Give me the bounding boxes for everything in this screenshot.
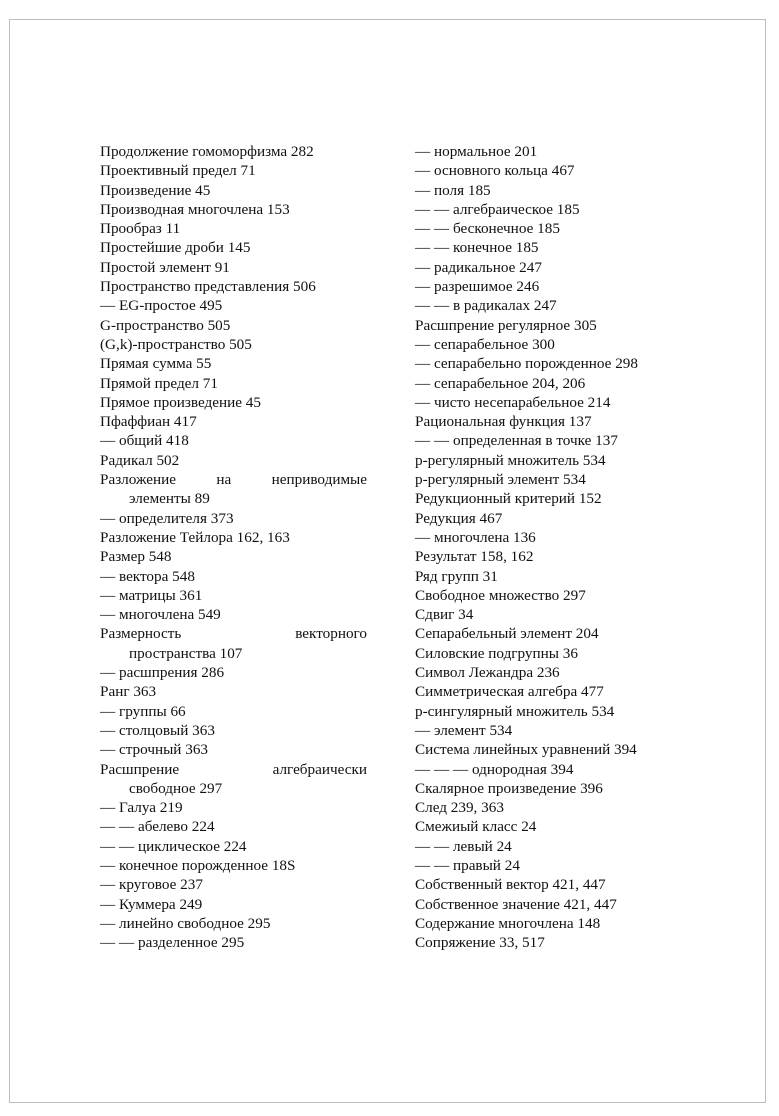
index-entry: Символ Лежандра 236 xyxy=(415,664,560,682)
index-entry: Продолжение гомоморфизма 282 xyxy=(100,143,314,160)
index-entry: — группы 66 xyxy=(100,702,186,720)
index-entry: Производная многочлена 153 xyxy=(100,200,290,218)
index-entry: — нормальное 201 xyxy=(415,143,538,160)
index-entry: — сепарабельное 300 xyxy=(415,335,555,353)
index-entry: — сепарабельно порожденное 298 xyxy=(415,355,638,373)
index-entry: — — — однородная 394 xyxy=(415,760,574,778)
index-entry: — поля 185 xyxy=(415,181,491,199)
index-entry-continuation: пространства 107 xyxy=(129,644,243,662)
index-entry: Размер 548 xyxy=(100,548,172,566)
index-entry: Собственное значение 421, 447 xyxy=(415,895,617,913)
index-entry: Сдвиг 34 xyxy=(415,606,474,624)
index-entry: — вектора 548 xyxy=(100,567,195,585)
index-entry: Прямое произведение 45 xyxy=(100,393,261,411)
index-entry: Редукционный критерий 152 xyxy=(415,490,602,508)
index-entry: G-пространство 505 xyxy=(100,316,231,334)
index-entry: Пространство представления 506 xyxy=(100,278,316,296)
index-entry: Прямой предел 71 xyxy=(100,374,218,392)
index-entry: — — алгебраическое 185 xyxy=(415,200,580,218)
index-entry: — линейно свободное 295 xyxy=(100,914,271,932)
index-entry: Сепарабельный элемент 204 xyxy=(415,625,599,643)
index-entry: Пфаффиан 417 xyxy=(100,413,197,431)
index-entry: Произведение 45 xyxy=(100,181,211,199)
index-column-right xyxy=(415,142,705,952)
index-entry: Разложение Тейлора 162, 163 xyxy=(100,528,290,546)
index-entry: — сепарабельное 204, 206 xyxy=(415,374,586,392)
index-entry: — чисто несепарабельное 214 xyxy=(415,393,611,411)
index-entry: — EG-простое 495 xyxy=(100,297,223,315)
index-entry: Скалярное произведение 396 xyxy=(415,779,603,797)
index-entry: — конечное порожденное 18S xyxy=(100,856,296,874)
index-entry-continuation: элементы 89 xyxy=(129,490,210,508)
index-entry: — круговое 237 xyxy=(100,876,203,894)
index-entry: — — абелево 224 xyxy=(100,818,215,836)
index-entry-continuation: свободное 297 xyxy=(129,779,223,797)
index-entry: — — разделенное 295 xyxy=(100,934,245,952)
index-entry: — — правый 24 xyxy=(415,856,520,874)
index-entry: (G,k)-пространство 505 xyxy=(100,335,252,353)
index-entry: Расшпрение алгебраически xyxy=(100,760,367,778)
index-entry: Проективный предел 71 xyxy=(100,162,256,180)
index-entry: — — определенная в точке 137 xyxy=(415,432,618,450)
index-entry: — разрешимое 246 xyxy=(415,278,540,296)
index-entry: Система линейных уравнений 394 xyxy=(415,741,637,759)
index-entry: p-сингулярный множитель 534 xyxy=(415,702,615,720)
index-entry: Результат 158, 162 xyxy=(415,548,534,566)
index-entry: Симметрическая алгебра 477 xyxy=(415,683,604,701)
index-entry: Силовские подгрупны 36 xyxy=(415,644,578,662)
index-entry: — столцовый 363 xyxy=(100,721,215,739)
index-entry: p-регулярный множитель 534 xyxy=(415,451,606,469)
index-entry: — Куммера 249 xyxy=(100,895,203,913)
index-entry: — расшпрения 286 xyxy=(100,664,225,682)
index-entry: — — конечное 185 xyxy=(415,239,539,257)
index-entry: Содержание многочлена 148 xyxy=(415,914,601,932)
index-entry: Сопряжение 33, 517 xyxy=(415,934,545,952)
index-entry: Свободное множество 297 xyxy=(415,586,586,604)
index-entry: Редукция 467 xyxy=(415,509,503,527)
index-entry: — общий 418 xyxy=(100,432,189,450)
index-entry: — строчный 363 xyxy=(100,741,209,759)
index-entry: Прямая сумма 55 xyxy=(100,355,212,373)
index-entry: Собственный вектор 421, 447 xyxy=(415,876,606,894)
page-sheet xyxy=(9,19,766,1103)
index-entry: Простейшие дроби 145 xyxy=(100,239,251,257)
index-entry: Ряд групп 31 xyxy=(415,567,498,585)
index-entry: — Галуа 219 xyxy=(100,799,183,817)
index-entry: Ранг 363 xyxy=(100,683,157,701)
index-entry: Рациональная функция 137 xyxy=(415,413,592,431)
index-entry: — определителя 373 xyxy=(100,509,234,527)
index-column-left xyxy=(100,142,367,952)
index-entry: — — левый 24 xyxy=(415,837,512,855)
index-entry: p-регулярный элемент 534 xyxy=(415,471,586,489)
index-entry: Размерность векторного xyxy=(100,625,367,643)
index-entry: — многочлена 136 xyxy=(415,528,536,546)
index-entry: — многочлена 549 xyxy=(100,606,221,624)
index-entry: Радикал 502 xyxy=(100,451,180,469)
index-entry: Разложение на неприводимые xyxy=(100,471,367,489)
index-entry: Простой элемент 91 xyxy=(100,258,230,276)
index-entry: Смежиый класс 24 xyxy=(415,818,537,836)
index-entry: — — циклическое 224 xyxy=(100,837,247,855)
index-entry: След 239, 363 xyxy=(415,799,504,817)
index-entry: Прообраз 11 xyxy=(100,220,181,238)
index-entry: — — в радикалах 247 xyxy=(415,297,557,315)
index-entry: Расшпрение регулярное 305 xyxy=(415,316,597,334)
index-entry: — матрицы 361 xyxy=(100,586,203,604)
index-entry: — элемент 534 xyxy=(415,721,513,739)
index-entry: — основного кольца 467 xyxy=(415,162,575,180)
index-entry: — радикальное 247 xyxy=(415,258,542,276)
index-entry: — — бесконечное 185 xyxy=(415,220,560,238)
